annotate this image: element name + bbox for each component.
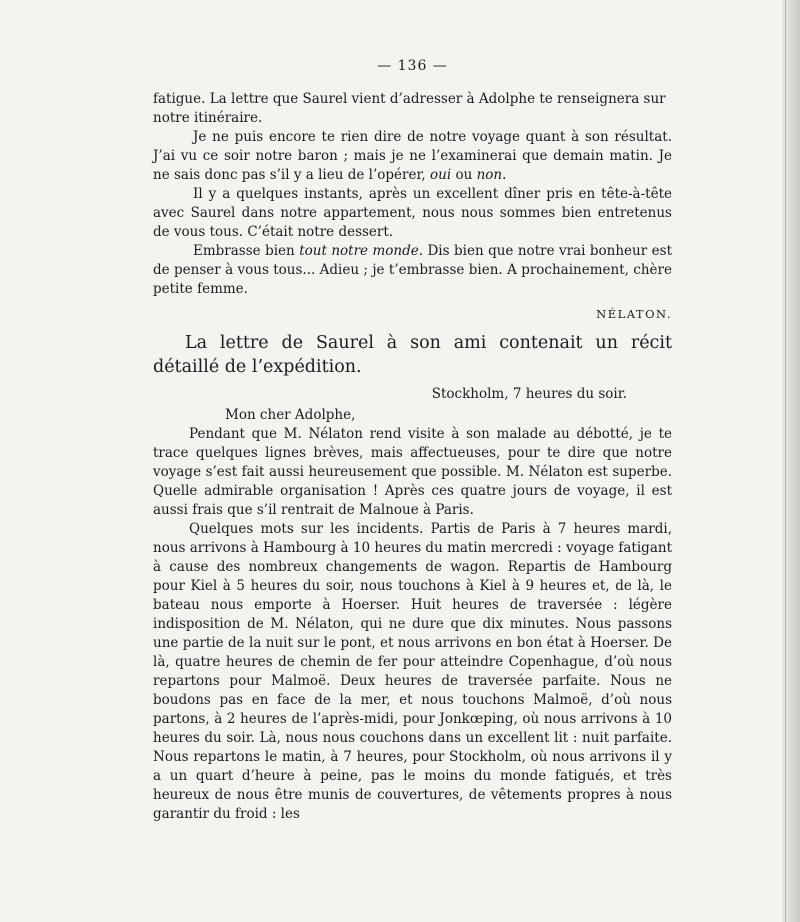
paragraph-voyage-text: Je ne puis encore te rien dire de notre voyage quant à son résultat. J’ai vu ce soir notre baron ; mais je ne l’examinerai que demain matin. Je ne sais donc pas s’il y a lieu de l’opérer, — [153, 129, 672, 183]
italic-oui: oui — [430, 167, 452, 183]
signature: NÉLATON. — [596, 307, 672, 321]
italic-tout-notre-monde: tout notre monde — [299, 243, 419, 259]
page-edge-line — [785, 0, 786, 922]
paragraph-dinner: Il y a quelques instants, après un excellent dîner pris en tête-à-tête avec Saurel dans notre appartement, nous nous sommes bien entretenus de vous tous. C’était notre dessert. — [153, 186, 672, 240]
letter-paragraph-incidents: Quelques mots sur les incidents. Partis de Paris à 7 heures mardi, nous arrivons à Hambourg à 10 heures du matin mercredi : voyage fatigant à cause des nombreux changements de wagon. Repartis de Hambourg pour Kiel à 5 heures du soir, nous touchons à Kiel à 9 heures et, de là, le bateau nous emporte à Hoerser. Huit heures de traversée : légère indisposition de M. Nélaton, qui ne dure que dix minutes. Nous passons une partie de la nuit sur le pont, et nous arrivons en bon état à Hoerser. De là, quatre heures de chemin de fer pour atteindre Copenhague, d’où nous repartons pour Malmoë. Deux heures de traversée parfaite. Nous ne boudons pas en face de la mer, et nous touchons Malmoë, d’où nous partons, à 2 heures de l’après-midi, pour Jonkœping, où nous arrivons à 10 heures du soir. Là, nous nous couchons dans un excellent lit : nuit parfaite. Nous repartons le matin, à 7 heures, pour Stockholm, où nous arrivons il y a un quart d’heure à peine, pas le moins du monde fatigués, et très heureux de nous être munis de couvertures, de vêtements propres à nous garantir du froid : les — [153, 521, 672, 822]
letter-paragraph-visit: Pendant que M. Nélaton rend visite à son malade au débotté, je te trace quelques lignes brèves, mais affectueuses, pour te dire que notre voyage s’est fait aussi heureusement que possible. M. Nélaton est superbe. Quelle admirable organisation ! Après ces quatre jours de voyage, il est aussi frais que s’il rentrait de Malnoue à Paris. — [153, 426, 672, 518]
paragraph-embrace — [153, 242, 672, 299]
section-heading: La lettre de Saurel à son ami contenait un récit détaillé de l’expédition. — [153, 333, 672, 377]
paragraph-embrace-end: . Dis bien que notre vrai bonheur est de penser à vous tous... Adieu ; je t’embrasse bien. A prochainement, chère petite femme. — [153, 243, 672, 297]
letter-dateline: Stockholm, 7 heures du soir. — [431, 386, 627, 402]
paragraph-embrace-start: Embrasse bien — [193, 243, 295, 259]
period: . — [502, 167, 507, 183]
word-ou: ou — [455, 167, 473, 183]
paragraph-fatigue: fatigue. La lettre que Saurel vient d’adresser à Adolphe te renseignera sur notre itinéraire. — [153, 91, 666, 126]
italic-non: non — [476, 167, 503, 183]
letter-salutation: Mon cher Adolphe, — [225, 407, 356, 423]
page-number: — 136 — — [377, 58, 448, 74]
paragraph-voyage-result — [153, 128, 672, 185]
page-content — [153, 58, 672, 824]
